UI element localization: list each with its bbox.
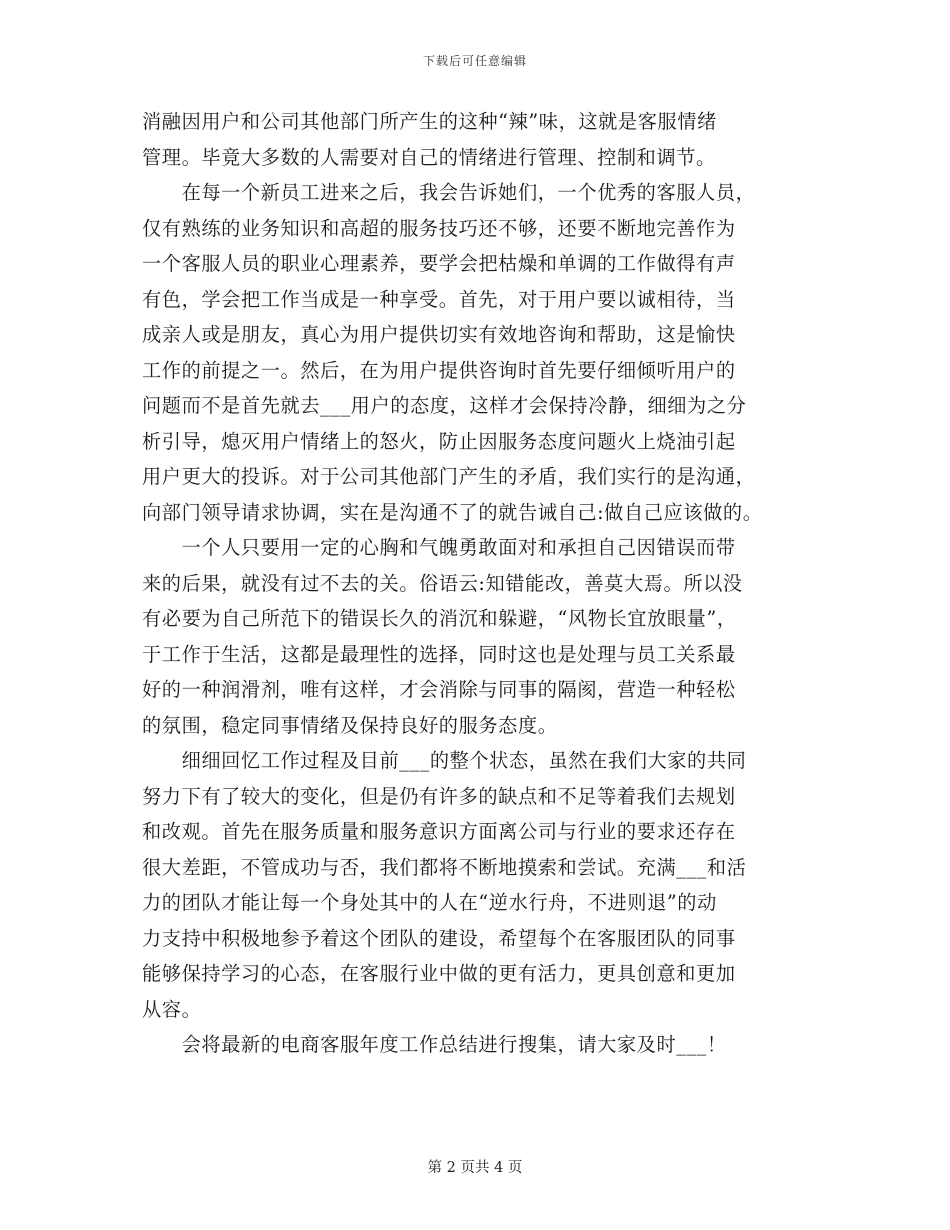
text-line: 好的一种润滑剂，唯有这样，才会消除与同事的隔阂，营造一种轻松 bbox=[142, 678, 736, 701]
text-line: 用户更大的投诉。对于公司其他部门产生的矛盾，我们实行的是沟通， bbox=[142, 465, 756, 488]
text-line: 仅有熟练的业务知识和高超的服务技巧还不够，还要不断地完善作为 bbox=[142, 216, 736, 240]
text-line: 力的团队才能让每一个身处其中的人在“逆水行舟，不进则退”的动 bbox=[142, 891, 717, 914]
text-line: 来的后果，就没有过不去的关。俗语云:知错能改，善莫大焉。所以没 bbox=[142, 571, 743, 595]
text-line: 细细回忆工作过程及目前___的整个状态，虽然在我们大家的共同 bbox=[142, 749, 747, 772]
text-line: 在每一个新员工进来之后，我会告诉她们，一个优秀的客服人员， bbox=[142, 181, 756, 204]
document-body bbox=[142, 104, 832, 1063]
text-line: 向部门领导请求协调，实在是沟通不了的就告诫自己:做自己应该做的。 bbox=[142, 500, 763, 524]
text-line: 努力下有了较大的变化，但是仍有许多的缺点和不足等着我们去规划 bbox=[142, 784, 736, 808]
page-header-note: 下载后可任意编辑 bbox=[422, 54, 527, 68]
text-line: 会将最新的电商客服年度工作总结进行搜集，请大家及时___！ bbox=[142, 1033, 727, 1056]
text-line: 消融因用户和公司其他部门所产生的这种“辣”味，这就是客服情绪 bbox=[142, 110, 717, 133]
text-line: 的氛围，稳定同事情绪及保持良好的服务态度。 bbox=[142, 713, 558, 737]
text-line: 一个客服人员的职业心理素养，要学会把枯燥和单调的工作做得有声 bbox=[142, 252, 736, 275]
text-line: 析引导，熄灭用户情绪上的怒火，防止因服务态度问题火上烧油引起 bbox=[142, 429, 736, 453]
text-line: 有色，学会把工作当成是一种享受。首先，对于用户要以诚相待，当 bbox=[142, 287, 736, 311]
page-number: 第 2 页共 4 页 bbox=[427, 1160, 523, 1176]
text-line: 于工作于生活，这都是最理性的选择，同时这也是处理与员工关系最 bbox=[142, 642, 736, 666]
text-line: 很大差距，不管成功与否，我们都将不断地摸索和尝试。充满___和活 bbox=[142, 855, 747, 879]
text-line: 管理。毕竟大多数的人需要对自己的情绪进行管理、控制和调节。 bbox=[142, 145, 716, 169]
text-line: 问题而不是首先就去___用户的态度，这样才会保持冷静，细细为之分 bbox=[142, 394, 747, 417]
text-line: 从容。 bbox=[142, 997, 202, 1021]
text-line: 成亲人或是朋友，真心为用户提供切实有效地咨询和帮助，这是愉快 bbox=[142, 323, 736, 346]
text-line: 工作的前提之一。然后，在为用户提供咨询时首先要仔细倾听用户的 bbox=[142, 358, 736, 382]
text-line: 一个人只要用一定的心胸和气魄勇敢面对和承担自己因错误而带 bbox=[142, 536, 736, 559]
text-line: 和改观。首先在服务质量和服务意识方面离公司与行业的要求还存在 bbox=[142, 820, 736, 843]
text-line: 力支持中积极地参予着这个团队的建设，希望每个在客服团队的同事 bbox=[142, 926, 736, 950]
text-line: 有必要为自己所范下的错误长久的消沉和躲避，“风物长宜放眼量”， bbox=[142, 607, 737, 630]
text-line: 能够保持学习的心态，在客服行业中做的更有活力，更具创意和更加 bbox=[142, 962, 736, 985]
